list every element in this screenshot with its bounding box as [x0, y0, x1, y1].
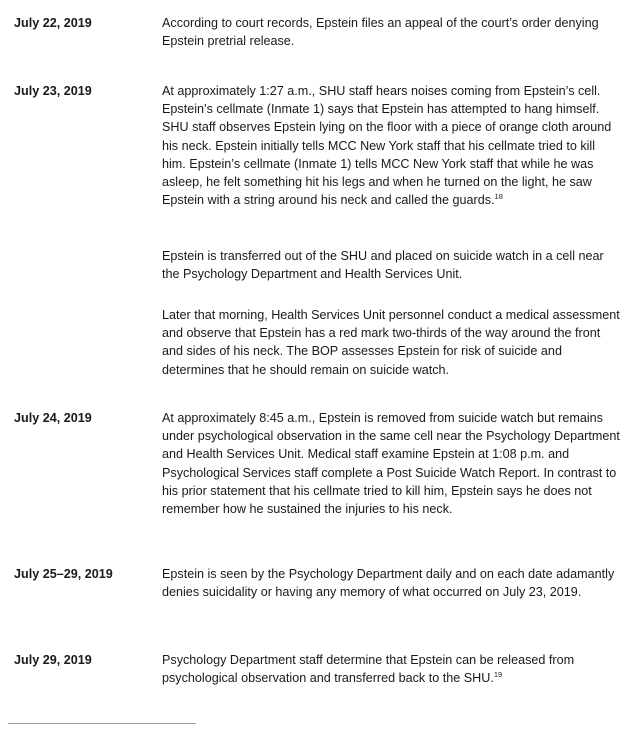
entry-paragraph: [162, 82, 622, 209]
entry-paragraph: [162, 409, 622, 518]
entry-paragraph: [162, 565, 622, 601]
paragraph-text: According to court records, Epstein files an appeal of the court’s order denying Epstein pretrial release.: [162, 16, 599, 49]
entry-date: July 23, 2019: [14, 84, 92, 98]
entry-date: July 25–29, 2019: [14, 567, 113, 581]
paragraph-text: At approximately 8:45 a.m., Epstein is removed from suicide watch but remains under psychological observation in the same cell near the Psychology Department and Health Services Unit. Medical staff examine Epstein at 1:08 p.m. and Psychological Services staff complete a Post Suicide Watch Report. In contrast to his prior statement that his cellmate tried to kill him, Epstein says he does not remember how he sustained the injuries to his neck.: [162, 411, 620, 517]
entry-paragraph: [162, 306, 622, 379]
paragraph-text: Epstein is transferred out of the SHU and placed on suicide watch in a cell near the Psychology Department and Health Services Unit.: [162, 249, 604, 282]
entry-paragraph: [162, 14, 622, 50]
paragraph-text: Later that morning, Health Services Unit personnel conduct a medical assessment and observe that Epstein has a red mark two-thirds of the way around the front and sides of his neck. The BOP assesses Epstein for risk of suicide and determines that he should remain on suicide watch.: [162, 308, 620, 377]
entry-paragraph: [162, 247, 622, 283]
footnote-marker[interactable]: 19: [493, 670, 503, 680]
entry-paragraph: [162, 651, 622, 687]
footnote-marker[interactable]: 18: [494, 192, 503, 202]
entry-date: July 24, 2019: [14, 411, 92, 425]
paragraph-text: Psychology Department staff determine that Epstein can be released from psychological observation and transferred back to the SHU.: [162, 653, 575, 686]
paragraph-text: Epstein is seen by the Psychology Department daily and on each date adamantly denies suicidality or having any memory of what occurred on July 23, 2019.: [162, 567, 615, 600]
footnote-separator: [8, 723, 196, 724]
paragraph-text: At approximately 1:27 a.m., SHU staff hears noises coming from Epstein’s cell. Epstein’s cellmate (Inmate 1) says that Epstein has attempted to hang himself. SHU staff observes Epstein lying on the floor with a piece of orange cloth around his neck. Epstein initially tells MCC New York staff that his cellmate tried to kill him. Epstein’s cellmate (Inmate 1) tells MCC New York staff that while he was asleep, he felt something hit his legs and when he turned on the light, he saw Epstein with a string around his neck and called the guards.: [162, 84, 612, 208]
entry-date: July 29, 2019: [14, 653, 92, 667]
entry-date: July 22, 2019: [14, 16, 92, 30]
